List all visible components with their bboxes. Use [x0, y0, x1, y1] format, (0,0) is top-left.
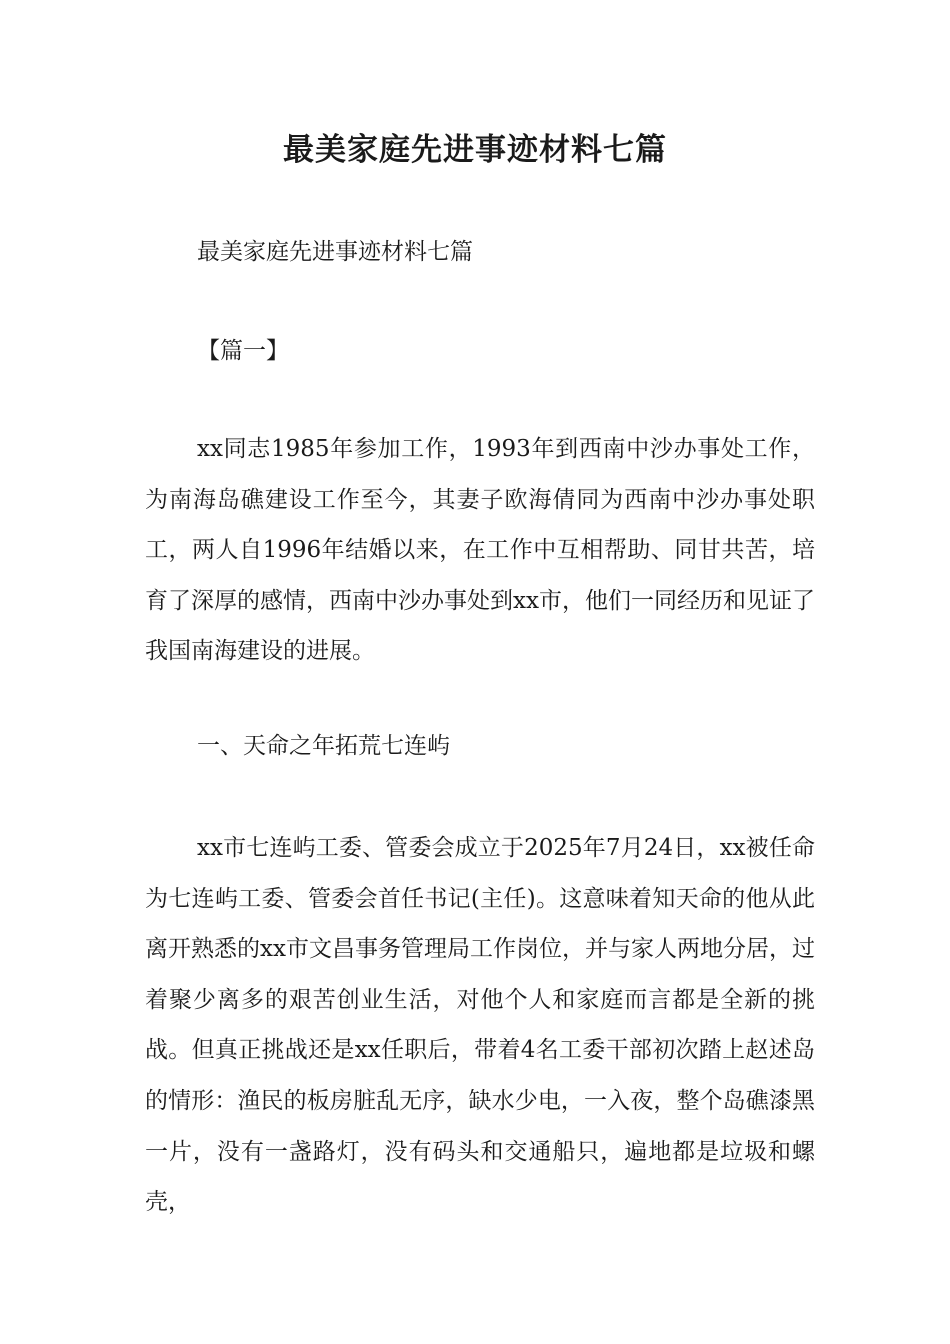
section-label: 【篇一】 [197, 338, 289, 364]
section-heading: 一、天命之年拓荒七连屿 [197, 733, 450, 759]
document-title: 最美家庭先进事迹材料七篇 [283, 132, 667, 168]
document-subtitle: 最美家庭先进事迹材料七篇 [197, 239, 473, 265]
body-paragraph: xx同志1985年参加工作，1993年到西南中沙办事处工作，为南海岛礁建设工作至今，其妻子欧海倩同为西南中沙办事处职工，两人自1996年结婚以来，在工作中互相帮助、同甘共苦，培育了深厚的感情，西南中沙办事处到xx市，他们一同经历和见证了我国南海建设的进展。 [145, 436, 815, 665]
body-paragraph: xx市七连屿工委、管委会成立于2025年7月24日，xx被任命为七连屿工委、管委会首任书记(主任)。这意味着知天命的他从此离开熟悉的xx市文昌事务管理局工作岗位，并与家人两地分居，过着聚少离多的艰苦创业生活，对他个人和家庭而言都是全新的挑战。但真正挑战还是xx任职后，带着4名工委干部初次踏上赵述岛的情形：渔民的板房脏乱无序，缺水少电，一入夜，整个岛礁漆黑一片，没有一盏路灯，没有码头和交通船只，遍地都是垃圾和螺壳， [145, 835, 815, 1216]
